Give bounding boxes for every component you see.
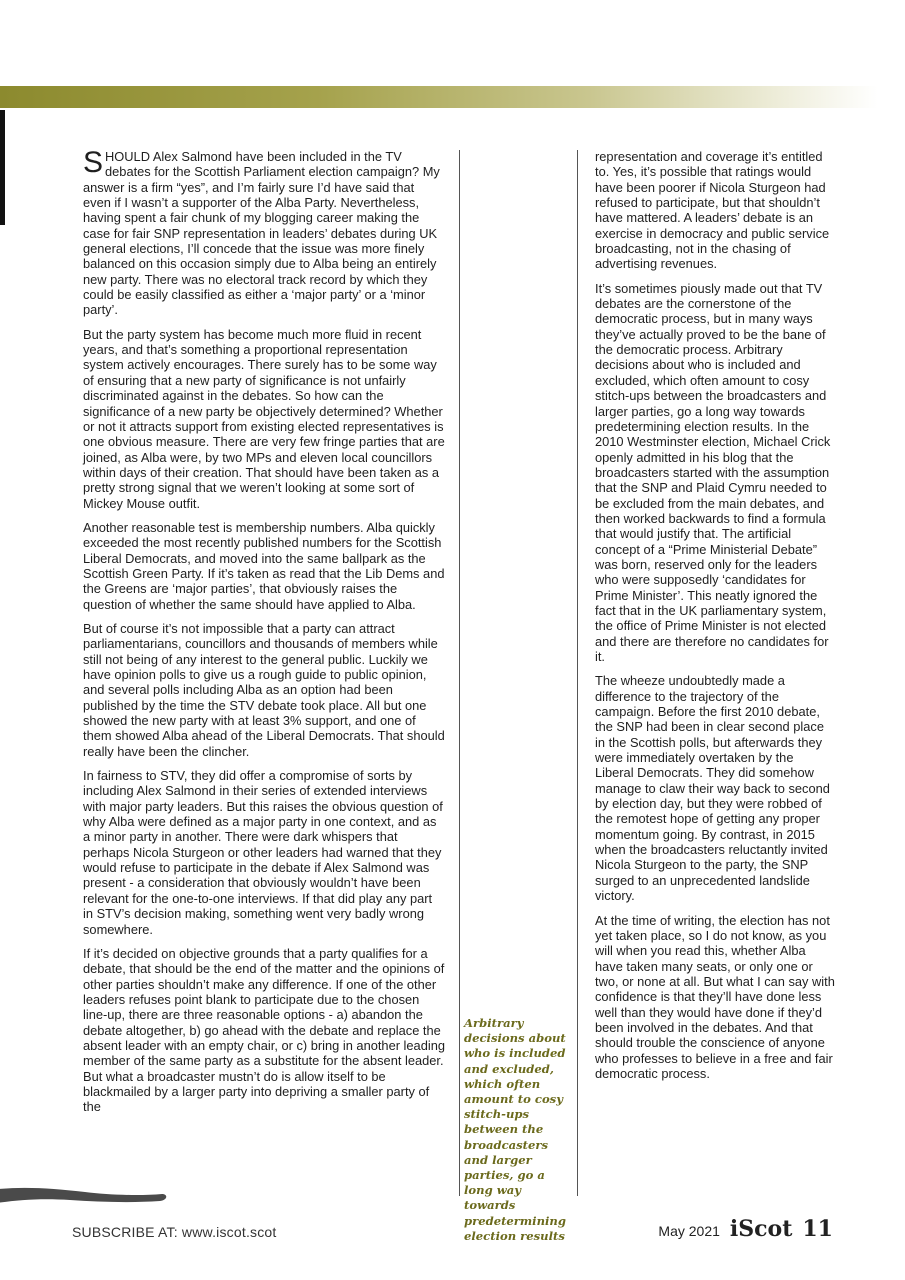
article-column-right xyxy=(595,149,835,1090)
article-paragraph: It’s sometimes piously made out that TV debates are the cornerstone of the democratic process, but in many ways they’ve actually proved to be the bane of the democratic process. Arbitrary decisions about who is included and excluded, which often amount to cosy stitch-ups between the broadcasters and larger parties, go a long way towards predetermining election results. In the 2010 Westminster election, Michael Crick openly admitted in his blog that the broadcasters started with the assumption that the SNP and Plaid Cymru needed to be excluded from the main debates, and then worked backwards to find a formula that would justify that. The artificial concept of a “Prime Ministerial Debate” was born, reserved only for the leaders who were supposedly ‘candidates for Prime Minister’. This neatly ignored the fact that in the UK parliamentary system, the office of Prime Minister is not elected and there are therefore no candidates for it. xyxy=(595,280,831,664)
brush-stroke-decoration xyxy=(0,1178,170,1210)
pull-quote: Arbitrary decisions about who is included and excluded, which often amount to cosy stitch-ups between the broadcasters and larger parties, go a long way towards predetermining election results xyxy=(464,1016,566,1243)
article-paragraph: But the party system has become much more fluid in recent years, and that’s something a proportional representation system actively encourages. There surely has to be some way of ensuring that a new party of significance is not unfairly discriminated against in the debates. So how can the significance of a new party be objectively determined? Whether or not it attracts support from existing elected representatives is one obvious measure. There are very few fringe parties that are joined, as Alba were, by two MPs and eleven local councillors within days of their creation. That should have been taken as a pretty strong signal that we weren’t looking at some sort of Mickey Mouse outfit. xyxy=(83,326,445,511)
article-paragraph: But of course it’s not impossible that a party can attract parliamentarians, councillors and thousands of members while still not being of any interest to the general public. Luckily we have opinion polls to give us a rough guide to public opinion, and several polls including Alba as an option had been published by the time the STV debate took place. All but one showed the new party with at least 3% support, and one of them showed Alba ahead of the Liberal Democrats. That should really have been the clincher. xyxy=(83,620,445,759)
column-divider xyxy=(577,150,578,1196)
article-paragraph: The wheeze undoubtedly made a difference to the trajectory of the campaign. Before the first 2010 debate, the SNP had been in clear second place in the Scottish polls, but afterwards they were immediately overtaken by the Liberal Democrats. They did somehow manage to claw their way back to second by election day, but they were robbed of the remotest hope of getting any proper momentum going. By contrast, in 2015 when the broadcasters reluctantly invited Nicola Sturgeon to the party, the SNP surged to an unprecedented landslide victory. xyxy=(595,673,830,904)
subscribe-text: SUBSCRIBE AT: www.iscot.scot xyxy=(72,1224,277,1240)
issue-date: May 2021 xyxy=(658,1223,720,1239)
left-edge-marker xyxy=(0,110,5,225)
footer-info xyxy=(658,1216,833,1242)
article-paragraph: representation and coverage it’s entitled to. Yes, it’s possible that ratings would have been poorer if Nicola Sturgeon had refused to participate, but that shouldn’t have mattered. A leaders’ debate is an exercise in democracy and public service broadcasting, not in the chasing of advertising revenues. xyxy=(595,149,830,272)
drop-cap: S xyxy=(83,146,104,179)
article-paragraph: SHOULD Alex Salmond have been included in the TV debates for the Scottish Parliament election campaign? My answer is a firm “yes”, and I’m fairly sure I’d have said that even if I wasn’t a supporter of the Alba Party. Nevertheless, having spent a fair chunk of my blogging career making the case for fair SNP representation in leaders’ debates during UK general elections, I’ll concede that the issue was more finely balanced on this occasion simply due to Alba being an entirely new party. There was no electoral track record by which they could be easily classified as either a ‘major party’ or a ‘minor party’. xyxy=(83,146,440,318)
brand-logo: iScot xyxy=(729,1216,793,1242)
article-column-left xyxy=(83,146,445,1124)
article-paragraph: At the time of writing, the election has not yet taken place, so I do not know, as you will when you read this, whether Alba have taken many seats, or only one or two, or none at all. But what I can say with confidence is that they’ll have done less well than they would have done if they’d been involved in the debates. And that should trouble the conscience of anyone who professes to believe in a free and fair democratic process. xyxy=(595,912,835,1081)
article-paragraph: If it’s decided on objective grounds that a party qualifies for a debate, that should be the end of the matter and the opinions of other parties shouldn’t make any difference. If one of the other leaders refuses point blank to participate due to the chosen line-up, there are three reasonable options - a) abandon the debate altogether, b) go ahead with the debate and replace the absent leader with an empty chair, or c) bring in another leading member of the same party as a substitute for the absent leader. But what a broadcaster mustn’t do is allow itself to be blackmailed by a larger party into depriving a smaller party of the xyxy=(83,945,445,1115)
header-color-band xyxy=(0,86,905,108)
page-number: 11 xyxy=(802,1216,833,1242)
article-paragraph: Another reasonable test is membership numbers. Alba quickly exceeded the most recently published numbers for the Scottish Liberal Democrats, and moved into the same ballpark as the Scottish Green Party. If it’s taken as read that the Lib Dems and the Greens are ‘major parties’, that obviously raises the question of whether the same should have applied to Alba. xyxy=(83,519,445,612)
article-paragraph: In fairness to STV, they did offer a compromise of sorts by including Alex Salmond in their series of extended interviews with major party leaders. But this raises the obvious question of why Alba were defined as a major party in one context, and as a minor party in another. There were dark whispers that perhaps Nicola Sturgeon or other leaders had warned that they would refuse to participate in the debate if Alex Salmond was present - a consideration that obviously wouldn’t have been relevant for the one-to-one interviews. If that did play any part in STV’s decision making, something went very badly wrong somewhere. xyxy=(83,768,443,937)
column-divider xyxy=(459,150,460,1196)
